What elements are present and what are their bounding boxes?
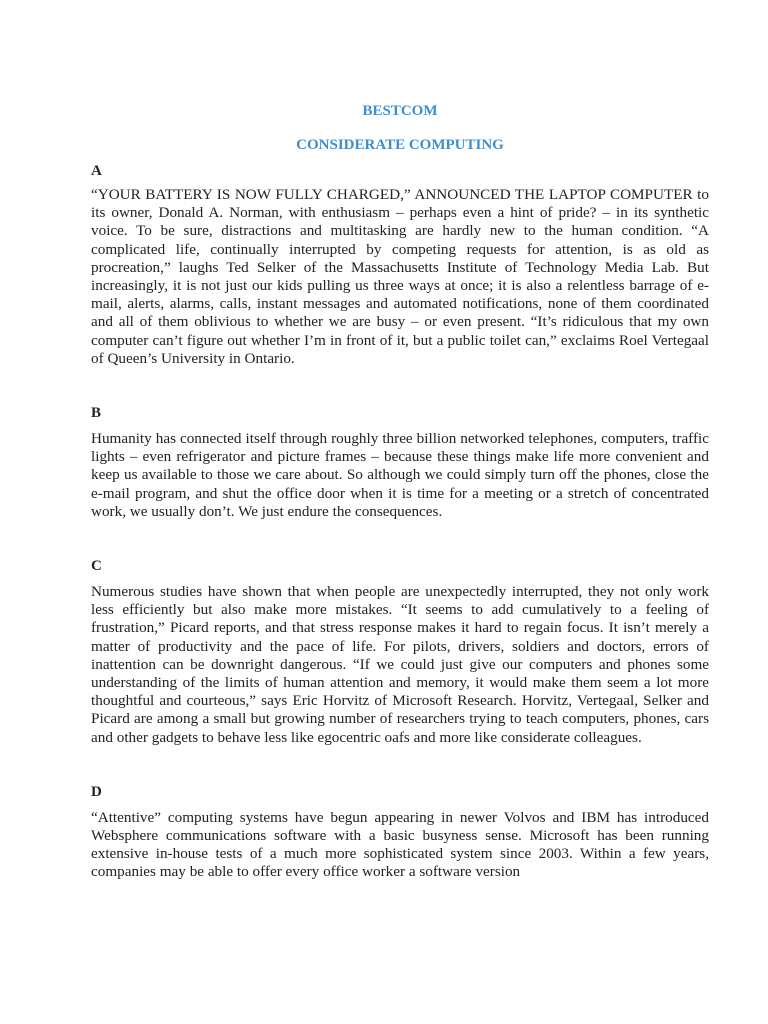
section-paragraph: “YOUR BATTERY IS NOW FULLY CHARGED,” ANNOUNCED THE LAPTOP COMPUTER to its owner, Donald A. Norman, with enthusiasm – perhaps even a hint of pride? – in its synthetic voice. To be sure, distractions and multitasking are hardly new to the human condition. “A complicated life, continually interrupted by competing requests for attention, is as old as procreation,” laughs Ted Selker of the Massachusetts Institute of Technology Media Lab. But increasingly, it is not just our kids pulling us three ways at once; it is also a relentless barrage of e-mail, alerts, alarms, calls, instant messages and automated notifications, none of them coordinated and all of them oblivious to whether we are busy – or even present. “It’s ridiculous that my own computer can’t figure out whether I’m in front of it, but a public toilet can,” exclaims Roel Vertegaal of Queen’s University in Ontario. xyxy=(91,186,709,367)
section-d xyxy=(91,781,709,882)
document-page xyxy=(91,100,709,882)
section-label: D xyxy=(91,783,102,800)
section-label: B xyxy=(91,405,102,422)
section-c xyxy=(91,555,709,747)
section-label: A xyxy=(91,163,102,179)
section-paragraph: “Attentive” computing systems have begun appearing in newer Volvos and IBM has introduced Websphere communications software with a basic busyness sense. Microsoft has been running extensive in-house tests of a much more sophisticated system since 2003. Within a few years, companies may be able to offer every office worker a software version xyxy=(91,808,709,881)
brand-name: BESTCOM xyxy=(362,103,438,119)
section-b xyxy=(91,402,709,521)
section-paragraph: Numerous studies have shown that when people are unexpectedly interrupted, they not only work less efficiently but also make more mistakes. “It seems to add cumulatively to a feeling of frustration,” Picard reports, and that stress response makes it hard to regain focus. It isn’t merely a matter of productivity and the pace of life. For pilots, drivers, soldiers and doctors, errors of inattention can be downright dangerous. “If we could just give our computers and phones some understanding of the limits of human attention and memory, it would make them seem a lot more thoughtful and courteous,” says Eric Horvitz of Microsoft Research. Horvitz, Vertegaal, Selker and Picard are among a small but growing number of researchers trying to teach computers, phones, cars and other gadgets to behave less like egocentric oafs and more like considerate colleagues. xyxy=(91,583,709,746)
section-label: C xyxy=(91,558,102,575)
section-paragraph: Humanity has connected itself through roughly three billion networked telephones, computers, traffic lights – even refrigerator and picture frames – because these things make life more convenient and keep us available to those we care about. So although we could simply turn off the phones, close the e-mail program, and shut the office door when it is time for a meeting or a stretch of concentrated work, we usually don’t. We just endure the consequences. xyxy=(91,430,709,520)
section-a xyxy=(91,160,709,368)
document-title: CONSIDERATE COMPUTING xyxy=(296,137,504,153)
